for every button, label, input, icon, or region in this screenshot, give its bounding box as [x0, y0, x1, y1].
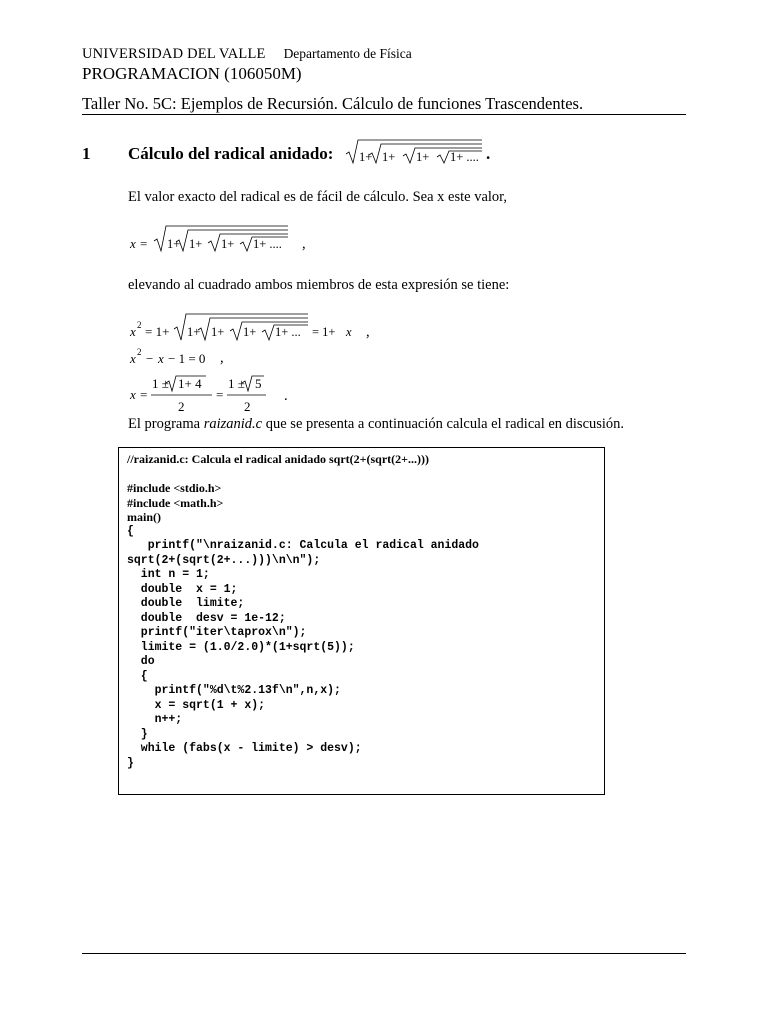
- svg-text:2: 2: [178, 399, 185, 414]
- code-line: double x = 1;: [127, 582, 238, 596]
- code-lines: [127, 481, 479, 771]
- equation-quadratic: [128, 346, 228, 373]
- department-name: Departamento de Física: [283, 46, 412, 61]
- equation-x-definition: [128, 222, 318, 259]
- svg-text:1+ ...: 1+ ...: [275, 325, 301, 339]
- svg-text:1+: 1+: [167, 237, 181, 251]
- code-line: printf("%d\t%2.13f\n",n,x);: [127, 684, 341, 697]
- svg-text:1 ±: 1 ±: [152, 376, 169, 391]
- footer-rule: [82, 953, 686, 954]
- svg-text:x: x: [158, 351, 164, 366]
- code-line: main(): [127, 510, 161, 524]
- code-listing: [118, 447, 605, 795]
- header-line: [82, 46, 412, 63]
- svg-text:x: x: [130, 236, 136, 251]
- svg-text:2: 2: [244, 399, 251, 414]
- svg-text:1+: 1+: [359, 150, 373, 164]
- program-intro-text-end: que se presenta a continuación calcula el radical en discusión.: [262, 416, 625, 432]
- svg-text:1+: 1+: [189, 237, 203, 251]
- svg-text:=: =: [216, 387, 224, 402]
- code-line: n++;: [127, 713, 183, 726]
- equation-x-squared: [128, 310, 368, 349]
- svg-text:1+ 4: 1+ 4: [178, 376, 202, 391]
- svg-text:1 ±: 1 ±: [228, 376, 245, 391]
- svg-text:x: x: [130, 387, 136, 402]
- code-line: }: [127, 727, 148, 741]
- paragraph-exact-value: El valor exacto del radical es de fácil de cálculo. Sea x este valor,: [128, 189, 508, 205]
- code-line: double desv = 1e-12;: [127, 611, 286, 625]
- svg-text:2: 2: [137, 347, 142, 357]
- svg-text:x: x: [130, 351, 136, 366]
- code-line: sqrt(2+(sqrt(2+...)))\n\n");: [127, 553, 321, 567]
- equation-solution: [128, 374, 288, 421]
- svg-text:=: =: [140, 387, 148, 402]
- code-line: int n = 1;: [127, 568, 210, 581]
- svg-text:1+: 1+: [187, 325, 201, 339]
- paragraph-program-intro: [128, 416, 624, 433]
- title-period: .: [486, 144, 491, 163]
- svg-text:2: 2: [137, 320, 142, 330]
- svg-text:= 1+: = 1+: [312, 325, 336, 339]
- title-nested-radical: [344, 138, 484, 171]
- svg-text:1+: 1+: [416, 150, 430, 164]
- svg-text:= 1+: = 1+: [145, 324, 170, 339]
- course-title: PROGRAMACION (106050M): [82, 64, 302, 83]
- code-line: #include <stdio.h>: [127, 481, 222, 495]
- code-line: #include <math.h>: [127, 495, 224, 510]
- workshop-title: Taller No. 5C: Ejemplos de Recursión. Cálculo de funciones Trascendentes.: [82, 94, 584, 113]
- header-rule: [82, 114, 686, 115]
- svg-text:1+: 1+: [221, 237, 235, 251]
- program-intro-text: El programa: [128, 416, 204, 432]
- code-line: double limite;: [127, 597, 245, 610]
- code-line: {: [127, 524, 134, 538]
- equation-quadratic-comma: ,: [220, 350, 224, 366]
- code-line: printf("iter\taprox\n");: [127, 626, 307, 639]
- code-line: }: [127, 756, 134, 770]
- equation-solution-period: .: [284, 388, 288, 404]
- svg-text:1+: 1+: [211, 325, 225, 339]
- section-title: Cálculo del radical anidado:: [128, 144, 334, 163]
- svg-text:x: x: [130, 324, 136, 339]
- svg-text:1+: 1+: [243, 325, 257, 339]
- code-line: while (fabs(x - limite) > desv);: [127, 742, 362, 755]
- svg-text:1+ ....: 1+ ....: [450, 150, 479, 164]
- svg-text:5: 5: [255, 376, 262, 391]
- section-number: 1: [82, 144, 91, 163]
- svg-text:− 1 = 0: − 1 = 0: [168, 351, 206, 366]
- code-line: limite = (1.0/2.0)*(1+sqrt(5));: [127, 640, 355, 654]
- paragraph-squaring: elevando al cuadrado ambos miembros de esta expresión se tiene:: [128, 277, 510, 293]
- svg-text:=: =: [140, 236, 148, 251]
- svg-text:−: −: [146, 351, 154, 366]
- program-filename: raizanid.c: [203, 416, 263, 432]
- code-line: do: [127, 655, 155, 668]
- svg-text:1+: 1+: [382, 150, 396, 164]
- code-comment: //raizanid.c: Calcula el radical anidado sqrt(2+(sqrt(2+...))): [127, 452, 429, 466]
- university-name: UNIVERSIDAD DEL VALLE: [82, 46, 266, 62]
- code-line: {: [127, 669, 148, 683]
- code-line: x = sqrt(1 + x);: [127, 698, 266, 712]
- equation-x-squared-comma: ,: [366, 324, 370, 340]
- equation-x-comma: ,: [302, 236, 306, 252]
- svg-text:1+ ....: 1+ ....: [253, 237, 282, 251]
- svg-text:x: x: [346, 325, 352, 339]
- code-line: printf("\nraizanid.c: Calcula el radical anidado: [127, 539, 479, 552]
